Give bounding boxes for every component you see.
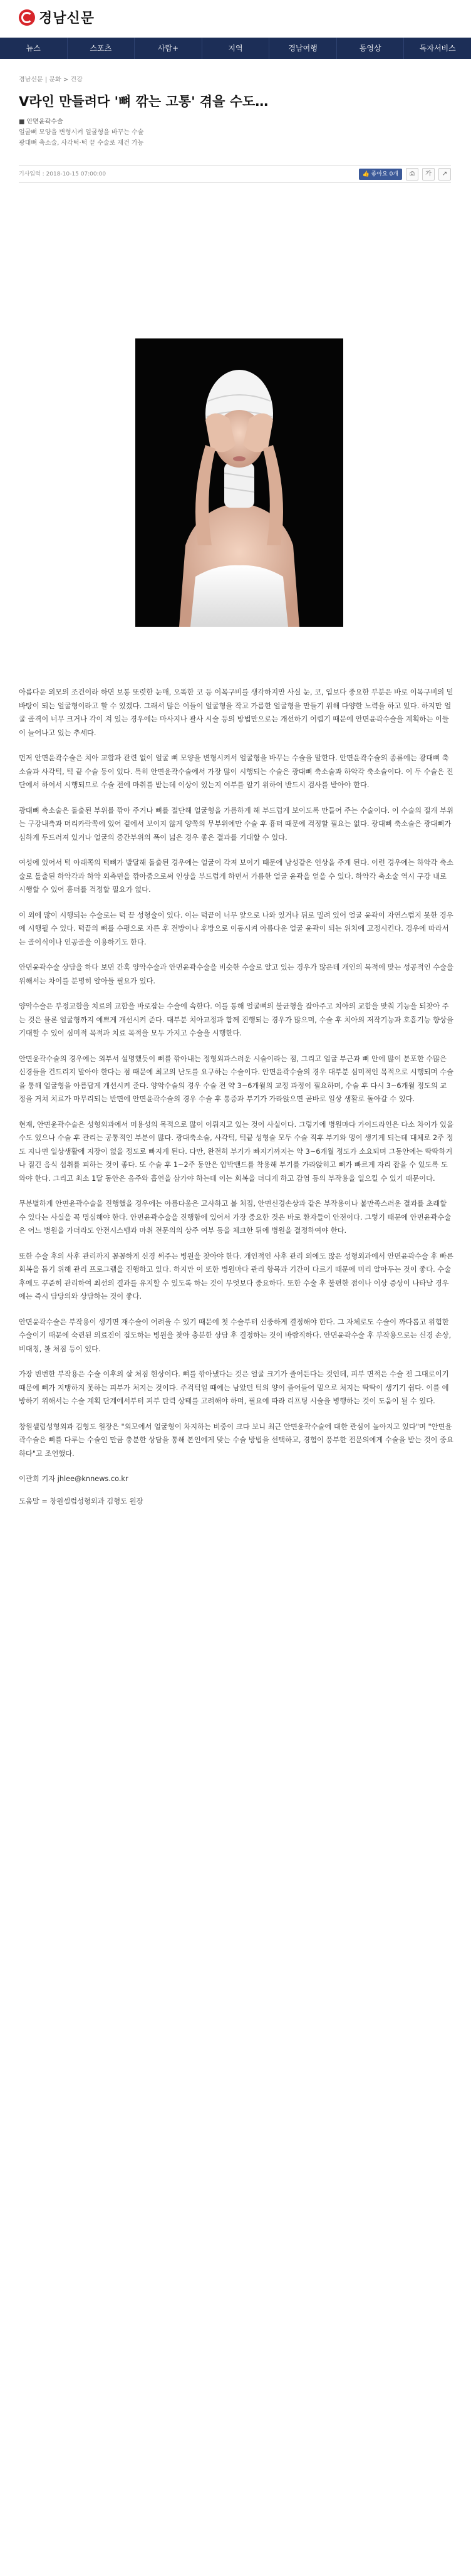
logo-text: 경남신문 — [39, 11, 95, 26]
article-paragraph: 안면윤곽수술의 경우에는 외부서 설명했듯이 뼈를 깎아내는 정형외과스러운 시술이라는 점, 그리고 얼굴 부근과 뼈 안에 많이 분포한 수많은 신경들을 건드리지 말아야 한다는 점 때문에 최고의 난도를 요구하는 수술이다. 안면윤곽수술의 경우 대부분 심미적인 목적으로 시행되며 수술을 통해 얼굴형을 아름답게 개선시켜 준다. 양악수술의 경우 수술 전 약 3~6개월의 교정 과정이 필요하며, 수술 후 다시 3~6개월 정도의 교정을 거쳐 치료가 마무리되는 반면에 안면윤곽수술의 경우 수술 후 통증과 부기가 가라앉으면 곧바로 일상 생활로 돌아갈 수 있다. — [19, 1054, 453, 1103]
article-subheads — [19, 117, 143, 149]
subhead-line: 얼굴뼈 모양을 변형시켜 얼굴형을 바꾸는 수술 — [19, 129, 144, 136]
reporter-byline: 이관희 기자 jhlee@knnews.co.kr — [19, 1475, 128, 1483]
main-nav — [0, 38, 471, 59]
nav-item-sports[interactable]: 스포츠 — [68, 38, 135, 59]
article-paragraph: 광대뼈 축소술은 돌출된 부위를 깎아 주거나 뼈를 절단해 얼굴형을 가름하게 해 부드럽게 보이도록 만들어 주는 수술이다. 이 수술의 절개 부위는 구강내측과 머리카락쪽에 있어 겉에서 보이지 않게 양쪽의 무부위에만 수술 후 흉터 때문에 걱정할 필요는 없다. 광대뼈 축소술은 광대뼈가 심하게 두드러져 있거나 얼굴의 중간부위의 폭이 넓은 경우 좋은 결과를 기대할 수 있다. — [19, 806, 453, 842]
breadcrumb[interactable]: 경남신문 | 문화 > 건강 — [19, 76, 83, 83]
site-header — [0, 0, 471, 36]
article-body — [19, 686, 453, 1517]
article-paragraph: 또한 수술 후의 사후 관리까지 꼼꼼하게 신경 써주는 병원을 찾아야 한다. 개인적인 사후 관리 외에도 많은 성형외과에서 안면윤곽수술 후 빠른 회복을 돕기 위해 관리 프로그램을 진행하고 있다. 하지만 이 또한 병원마다 관리 항목과 기간이 다르기 때문에 미리 알아두는 것이 좋다. 수술 후에도 꾸준히 관리하여 최선의 결과를 유지할 수 있도록 하는 것이 무엇보다 중요하다. 또한 수술 후 불편한 점이나 이상 증상이 나타날 경우에는 즉시 담당의와 상담하는 것이 좋다. — [19, 1252, 453, 1301]
article-paragraph: 창원셀럽성형외과 김형도 원장은 "외모에서 얼굴형이 차지하는 비중이 크다 보니 최근 안면윤곽수술에 대한 관심이 높아지고 있다"며 "안면윤곽수술은 뼈를 다루는 수술인 만큼 충분한 상담을 통해 본인에게 맞는 수술 방법을 선택하고, 경험이 풍부한 전문의에게 수술을 받는 것이 중요하다"고 조언했다. — [19, 1422, 453, 1458]
facebook-like-button[interactable]: 👍 좋아요 0개 — [359, 169, 402, 180]
article-paragraph: 안면윤곽수술 상담을 하다 보면 간혹 양악수술과 안면윤곽수술을 비슷한 수술로 알고 있는 경우가 많은데 개인의 목적에 맞는 성공적인 수술을 위해서는 차이를 분명히 알아둘 필요가 있다. — [19, 963, 453, 985]
article-paragraph: 현재, 안면윤곽수술은 성형외과에서 미용성의 목적으로 많이 이뤄지고 있는 것이 사실이다. 그렇기에 병원마다 가이드라인은 다소 차이가 있을 수도 있으나 수술 후 관리는 공통적인 부분이 많다. 광대축소술, 사각턱, 턱끝 성형술 모두 수술 직후 부기와 멍이 생기게 되는데 대체로 2주 정도 지나면 일상생활에 지장이 없을 정도로 빠지게 된다. 다만, 완전히 부기가 빠지기까지는 약 3~6개월 정도가 소요되며 그동안에는 딱딱하거나 질긴 음식 섭취를 피하는 것이 좋다. 또 수술 후 1~2주 동안은 압박밴드를 착용해 부기를 가라앉히고 뼈가 빠르게 자리 잡을 수 있도록 도와야 한다. 그리고 최소 1달 동안은 음주와 흡연을 삼가야 하는데 이는 회복을 더디게 하고 감염 등의 부작용을 일으킬 수 있기 때문이다. — [19, 1120, 453, 1183]
print-icon[interactable]: ⎙ — [406, 168, 418, 181]
facebook-like-label: 좋아요 0개 — [371, 171, 398, 177]
article-meta-bar — [19, 165, 451, 183]
woman-bandaged-face-illustration — [135, 338, 343, 627]
publish-date: 기사입력 : 2018-10-15 07:00:00 — [19, 171, 106, 177]
site-logo[interactable] — [19, 8, 95, 27]
nav-item-travel[interactable]: 경남여행 — [269, 38, 337, 59]
nav-item-reader-service[interactable]: 독자서비스 — [419, 44, 456, 53]
article-paragraph: 양악수술은 부정교합을 치료의 교합을 바로잡는 수술에 속한다. 이를 통해 얼굴뼈의 불균형을 잡아주고 치아의 교합을 맞춰 기능을 되찾아 주는 것은 물론 얼굴형까지 예쁘게 개선시켜 준다. 대부분 치아교정과 함께 진행되는 경우가 많으며, 수술 후 치아의 저작기능과 호흡기능 향상을 기대할 수 있어 심미적 목적과 치료 목적을 모두 가지고 수술을 시행한다. — [19, 1002, 453, 1037]
nav-item-video[interactable]: 동영상 — [337, 38, 405, 59]
article-paragraph: 무분별하게 안면윤곽수술을 진행했을 경우에는 아름다움은 고사하고 볼 처짐, 안면신경손상과 같은 부작용이나 불만족스러운 결과를 초래할 수 있다는 사실을 꼭 명심해야 한다. 안면윤곽수술을 진행함에 있어서 가장 중요한 것은 바로 환자들이 안전이다. 그렇기 때문에 안면윤곽수술은 어느 병원을 가더라도 안전시스템과 마취 전문의의 상주 여부 등을 체크한 뒤에 병원을 결정하여야 한다. — [19, 1200, 452, 1235]
share-icon[interactable]: ↗ — [438, 168, 451, 181]
article-headline: V라인 만들려다 '뼈 깎는 고통' 겪을 수도… — [19, 94, 269, 109]
article-photo — [135, 338, 343, 627]
logo-icon — [19, 9, 35, 26]
nav-item-region[interactable]: 지역 — [202, 38, 270, 59]
article-paragraph: 먼저 안면윤곽수술은 치아 교합과 관련 없이 얼굴 뼈 모양을 변형시켜서 얼굴형을 바꾸는 수술을 말한다. 안면윤곽수술의 종류에는 광대뼈 축소술과 사각턱, 턱 끝 수술 등이 있다. 특히 안면윤곽수술에서 가장 많이 시행되는 수술은 광대뼈 축소술과 하악각 축소술이다. 이 두 수술은 진단에서 하여서 시행되므로 수술 전에 마취를 받는데 이상이 있는지 여부를 알기 위하여 반드시 검사를 받아야 한다. — [19, 754, 453, 789]
article-paragraph: 여성에 있어서 턱 아래쪽의 턱뼈가 발달해 돌출된 경우에는 얼굴이 각져 보이기 때문에 남성같은 인상을 주게 된다. 이런 경우에는 하악각 축소술로 돌출된 하악각과 하악 외측면을 깎아줌으로써 인상을 부드럽게 하면서 가름한 얼굴 윤곽을 얻을 수 있다. 하악각 축소술 역시 구강 내로 시행할 수 있어 흉터를 걱정할 필요가 없다. — [19, 859, 453, 894]
article-paragraph: 이 외에 많이 시행되는 수술로는 턱 끝 성형술이 있다. 이는 턱끝이 너무 앞으로 나와 있거나 뒤로 밀려 있어 얼굴 윤곽이 자연스럽지 못한 경우에 시행될 수 있다. 턱끝의 뼈를 수평으로 자른 후 전방이나 후방으로 이동시켜 아름다운 얼굴 윤곽이 되는 위치에 고정시킨다. 경우에 따라서는 골이식이나 인공골을 이용하기도 한다. — [19, 911, 453, 946]
subhead-category: ■ 안면윤곽수술 — [19, 118, 63, 125]
source-credit: 도움말 = 창원셀럽성형외과 김형도 원장 — [19, 1497, 143, 1505]
article-paragraph: 안면윤곽수술은 부작용이 생기면 재수술이 어려울 수 있기 때문에 첫 수술부터 신중하게 결정해야 한다. 그 자체로도 수술이 까다롭고 위험한 수술이기 때문에 숙련된 의료진이 집도하는 병원을 찾아 충분한 상담 후 결정하는 것이 바람직하다. 안면윤곽수술 후 부작용으로는 신경 손상, 비대칭, 볼 처짐 등이 있다. — [19, 1317, 452, 1353]
article-paragraph: 아름다운 외모의 조건이라 하면 보통 또렷한 눈매, 오똑한 코 등 이목구비를 생각하지만 사실 눈, 코, 입보다 중요한 부분은 바로 이목구비의 밑바탕이 되는 얼굴형이라고 할 수 있겠다. 그래서 많은 이들이 얼굴형을 작고 가름한 얼굴형을 만들기 위해 다양한 노력을 하고 있다. 하지만 얼굴 골격이 너무 크거나 각이 져 있는 경우에는 마사지나 괄사 시술 등의 방법만으로는 개선하기 어렵기 때문에 안면윤곽수술을 계획하는 이들이 늘어나고 있는 추세다. — [19, 688, 453, 737]
nav-item-people[interactable]: 사람+ — [135, 38, 202, 59]
article-tools — [359, 168, 451, 181]
nav-item-news[interactable]: 뉴스 — [0, 38, 68, 59]
subhead-category-text: 안면윤곽수술 — [26, 118, 63, 125]
font-size-icon[interactable]: 가 — [422, 168, 435, 181]
article-paragraph: 가장 빈번한 부작용은 수술 이후의 살 처짐 현상이다. 뼈를 깎아냈다는 것은 얼굴 크기가 줄어든다는 것인데, 피부 면적은 수술 전 그대로이기 때문에 뼈가 지탱하지 못하는 피부가 처지는 것이다. 주걱턱일 때에는 남았던 턱의 양이 줄어들어 밑으로 처지는 딱딱이 생기기 쉽다. 이를 예방하기 위해서는 수술 계획 단계에서부터 피부 탄력 상태를 고려해야 하며, 필요에 따라 리프팅 시술을 병행하는 것이 도움이 될 수 있다. — [19, 1370, 449, 1405]
subhead-line: 광대뼈 축소술, 사각턱·턱 끝 수술로 재건 가능 — [19, 140, 144, 147]
